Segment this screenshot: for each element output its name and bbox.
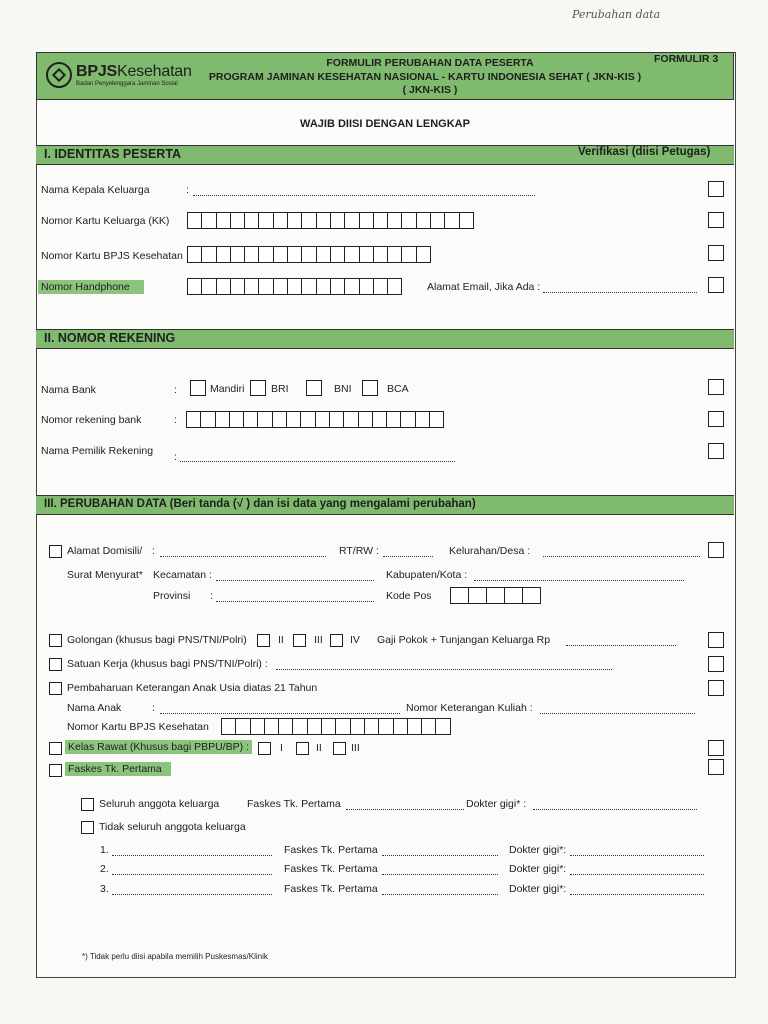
nama-anak-label: Nama Anak xyxy=(67,702,122,714)
golongan-label: Golongan (khusus bagi PNS/TNI/Polri) xyxy=(67,634,247,646)
provinsi-label: Provinsi xyxy=(153,590,191,602)
seluruh-checkbox[interactable] xyxy=(81,798,94,811)
dokter-gigi-field[interactable] xyxy=(533,800,697,810)
kelas-ii-checkbox[interactable] xyxy=(296,742,309,755)
form-title: FORMULIR PERUBAHAN DATA PESERTA xyxy=(326,57,534,69)
verif-box[interactable] xyxy=(708,542,724,558)
verif-box[interactable] xyxy=(708,680,724,696)
bank-bca-checkbox[interactable] xyxy=(362,380,378,396)
dokter-gigi-field[interactable] xyxy=(570,885,704,895)
golongan-checkbox[interactable] xyxy=(49,634,62,647)
footnote: *) Tidak perlu diisi apabila memilih Puskesmas/Klinik xyxy=(82,952,268,961)
bank-option: BCA xyxy=(387,383,409,395)
row-name-field[interactable] xyxy=(112,885,272,895)
faskes-checkbox[interactable] xyxy=(49,764,62,777)
tidak-seluruh-checkbox[interactable] xyxy=(81,821,94,834)
faskes-tk-label: Faskes Tk. Pertama xyxy=(284,863,378,875)
rekening-label: Nomor rekening bank xyxy=(41,414,142,426)
seluruh-label: Seluruh anggota keluarga xyxy=(99,798,220,810)
kecamatan-field[interactable] xyxy=(216,571,374,581)
kepala-keluarga-label: Nama Kepala Keluarga xyxy=(41,184,150,196)
row-name-field[interactable] xyxy=(112,846,272,856)
row-number: 1. xyxy=(100,844,109,856)
row-name-field[interactable] xyxy=(112,865,272,875)
section-2-title: II. NOMOR REKENING xyxy=(44,331,176,345)
kuliah-label: Nomor Keterangan Kuliah : xyxy=(406,702,533,714)
anak-label: Pembaharuan Keterangan Anak Usia diatas 21 Tahun xyxy=(67,682,318,694)
provinsi-field[interactable] xyxy=(216,592,374,602)
bank-label: Nama Bank xyxy=(41,384,96,396)
gol-iii-checkbox[interactable] xyxy=(293,634,306,647)
kodepos-label: Kode Pos xyxy=(386,590,432,602)
dokter-gigi-label: Dokter gigi*: xyxy=(509,883,567,895)
dokter-gigi-field[interactable] xyxy=(570,846,704,856)
alamat-checkbox[interactable] xyxy=(49,545,62,558)
section-1-title: I. IDENTITAS PESERTA xyxy=(44,147,182,161)
email-field[interactable] xyxy=(543,283,697,293)
dokter-gigi-label: Dokter gigi*: xyxy=(509,844,567,856)
gol-option: IV xyxy=(350,634,360,646)
row-number: 2. xyxy=(100,863,109,875)
bank-mandiri-checkbox[interactable] xyxy=(190,380,206,396)
dokter-gigi-label: Dokter gigi*: xyxy=(509,863,567,875)
rtrw-field[interactable] xyxy=(383,547,433,557)
alamat-label: Alamat Domisili/ xyxy=(67,545,143,557)
verif-box[interactable] xyxy=(708,212,724,228)
kuliah-field[interactable] xyxy=(540,704,695,714)
bpjs-card-label: Nomor Kartu BPJS Kesehatan xyxy=(41,250,183,262)
handphone-label: Nomor Handphone xyxy=(38,280,144,294)
gol-iv-checkbox[interactable] xyxy=(330,634,343,647)
bank-option: BRI xyxy=(271,383,289,395)
faskes-tk-field[interactable] xyxy=(382,865,498,875)
kelas-checkbox[interactable] xyxy=(49,742,62,755)
kodepos-digit-grid[interactable] xyxy=(450,587,540,604)
satuan-label: Satuan Kerja (khusus bagi PNS/TNI/Polri) : xyxy=(67,658,268,670)
nama-anak-field[interactable] xyxy=(160,704,400,714)
alamat-field[interactable] xyxy=(160,547,326,557)
kartu-anak-label: Nomor Kartu BPJS Kesehatan xyxy=(67,721,209,733)
dokter-gigi-label: Dokter gigi* : xyxy=(466,798,527,810)
kelas-label: Kelas Rawat (Khusus bagi PBPU/BP) : xyxy=(65,740,252,754)
surat-label: Surat Menyurat* xyxy=(67,569,143,581)
gaji-label: Gaji Pokok + Tunjangan Keluarga Rp xyxy=(377,634,551,646)
faskes-tk-label: Faskes Tk. Pertama xyxy=(284,844,378,856)
bank-bni-checkbox[interactable] xyxy=(306,380,322,396)
bpjs-logo-icon xyxy=(46,62,72,88)
anak-checkbox[interactable] xyxy=(49,682,62,695)
satuan-field[interactable] xyxy=(276,660,612,670)
satuan-checkbox[interactable] xyxy=(49,658,62,671)
kepala-keluarga-field[interactable] xyxy=(193,186,535,196)
faskes-tk-field[interactable] xyxy=(382,846,498,856)
kelas-iii-checkbox[interactable] xyxy=(333,742,346,755)
verif-box[interactable] xyxy=(708,740,724,756)
verification-title: Verifikasi (diisi Petugas) xyxy=(578,146,711,158)
faskes-tk-field[interactable] xyxy=(346,800,464,810)
kabupaten-field[interactable] xyxy=(474,571,684,581)
verif-box[interactable] xyxy=(708,632,724,648)
instruction: WAJIB DIISI DENGAN LENGKAP xyxy=(300,118,470,130)
kelas-i-checkbox[interactable] xyxy=(258,742,271,755)
bpjs-digit-grid[interactable] xyxy=(187,246,430,263)
dokter-gigi-field[interactable] xyxy=(570,865,704,875)
rekening-digit-grid[interactable] xyxy=(186,411,443,428)
rtrw-label: RT/RW : xyxy=(339,545,379,557)
kelurahan-label: Kelurahan/Desa : xyxy=(449,545,531,557)
row-number: 3. xyxy=(100,883,109,895)
pemilik-label: Nama Pemilik Rekening xyxy=(41,445,154,457)
kelas-option: II xyxy=(316,742,322,754)
email-label: Alamat Email, Jika Ada : xyxy=(427,281,541,293)
verif-box[interactable] xyxy=(708,245,724,261)
verif-box[interactable] xyxy=(708,379,724,395)
kelurahan-field[interactable] xyxy=(543,547,700,557)
verif-box[interactable] xyxy=(708,411,724,427)
handwritten-note: Perubahan data xyxy=(572,8,661,21)
faskes-tk-label: Faskes Tk. Pertama xyxy=(284,883,378,895)
tidak-seluruh-label: Tidak seluruh anggota keluarga xyxy=(99,821,246,833)
brand-subtitle: Badan Penyelenggara Jaminan Sosial xyxy=(76,81,178,87)
gol-ii-checkbox[interactable] xyxy=(257,634,270,647)
program-subtitle: ( JKN-KIS ) xyxy=(402,84,458,96)
pemilik-field[interactable] xyxy=(180,452,455,462)
gol-option: II xyxy=(278,634,284,646)
faskes-label: Faskes Tk. Pertama xyxy=(65,762,171,776)
gol-option: III xyxy=(314,634,323,646)
kk-label: Nomor Kartu Keluarga (KK) xyxy=(41,215,170,227)
faskes-tk-label: Faskes Tk. Pertama xyxy=(247,798,341,810)
verif-box[interactable] xyxy=(708,443,724,459)
verif-box[interactable] xyxy=(708,181,724,197)
kecamatan-label: Kecamatan : xyxy=(153,569,212,581)
faskes-tk-field[interactable] xyxy=(382,885,498,895)
kartu-anak-digit-grid[interactable] xyxy=(221,718,450,735)
verif-box[interactable] xyxy=(708,277,724,293)
gaji-field[interactable] xyxy=(566,636,676,646)
section-3-title: III. PERUBAHAN DATA (Beri tanda (√ ) dan isi data yang mengalami perubahan) xyxy=(44,498,476,510)
kabupaten-label: Kabupaten/Kota : xyxy=(386,569,468,581)
bank-option: BNI xyxy=(334,383,352,395)
verif-box[interactable] xyxy=(708,656,724,672)
form-number: FORMULIR 3 xyxy=(654,53,719,65)
program-title: PROGRAM JAMINAN KESEHATAN NASIONAL - KARTU INDONESIA SEHAT ( JKN-KIS ) xyxy=(208,71,642,83)
brand-name: BPJSKesehatan xyxy=(76,63,192,80)
bank-option: Mandiri xyxy=(210,383,245,395)
kk-digit-grid[interactable] xyxy=(187,212,473,229)
bank-bri-checkbox[interactable] xyxy=(250,380,266,396)
kelas-option: III xyxy=(351,742,360,754)
handphone-digit-grid[interactable] xyxy=(187,278,401,295)
verif-box[interactable] xyxy=(708,759,724,775)
kelas-option: I xyxy=(280,742,283,754)
